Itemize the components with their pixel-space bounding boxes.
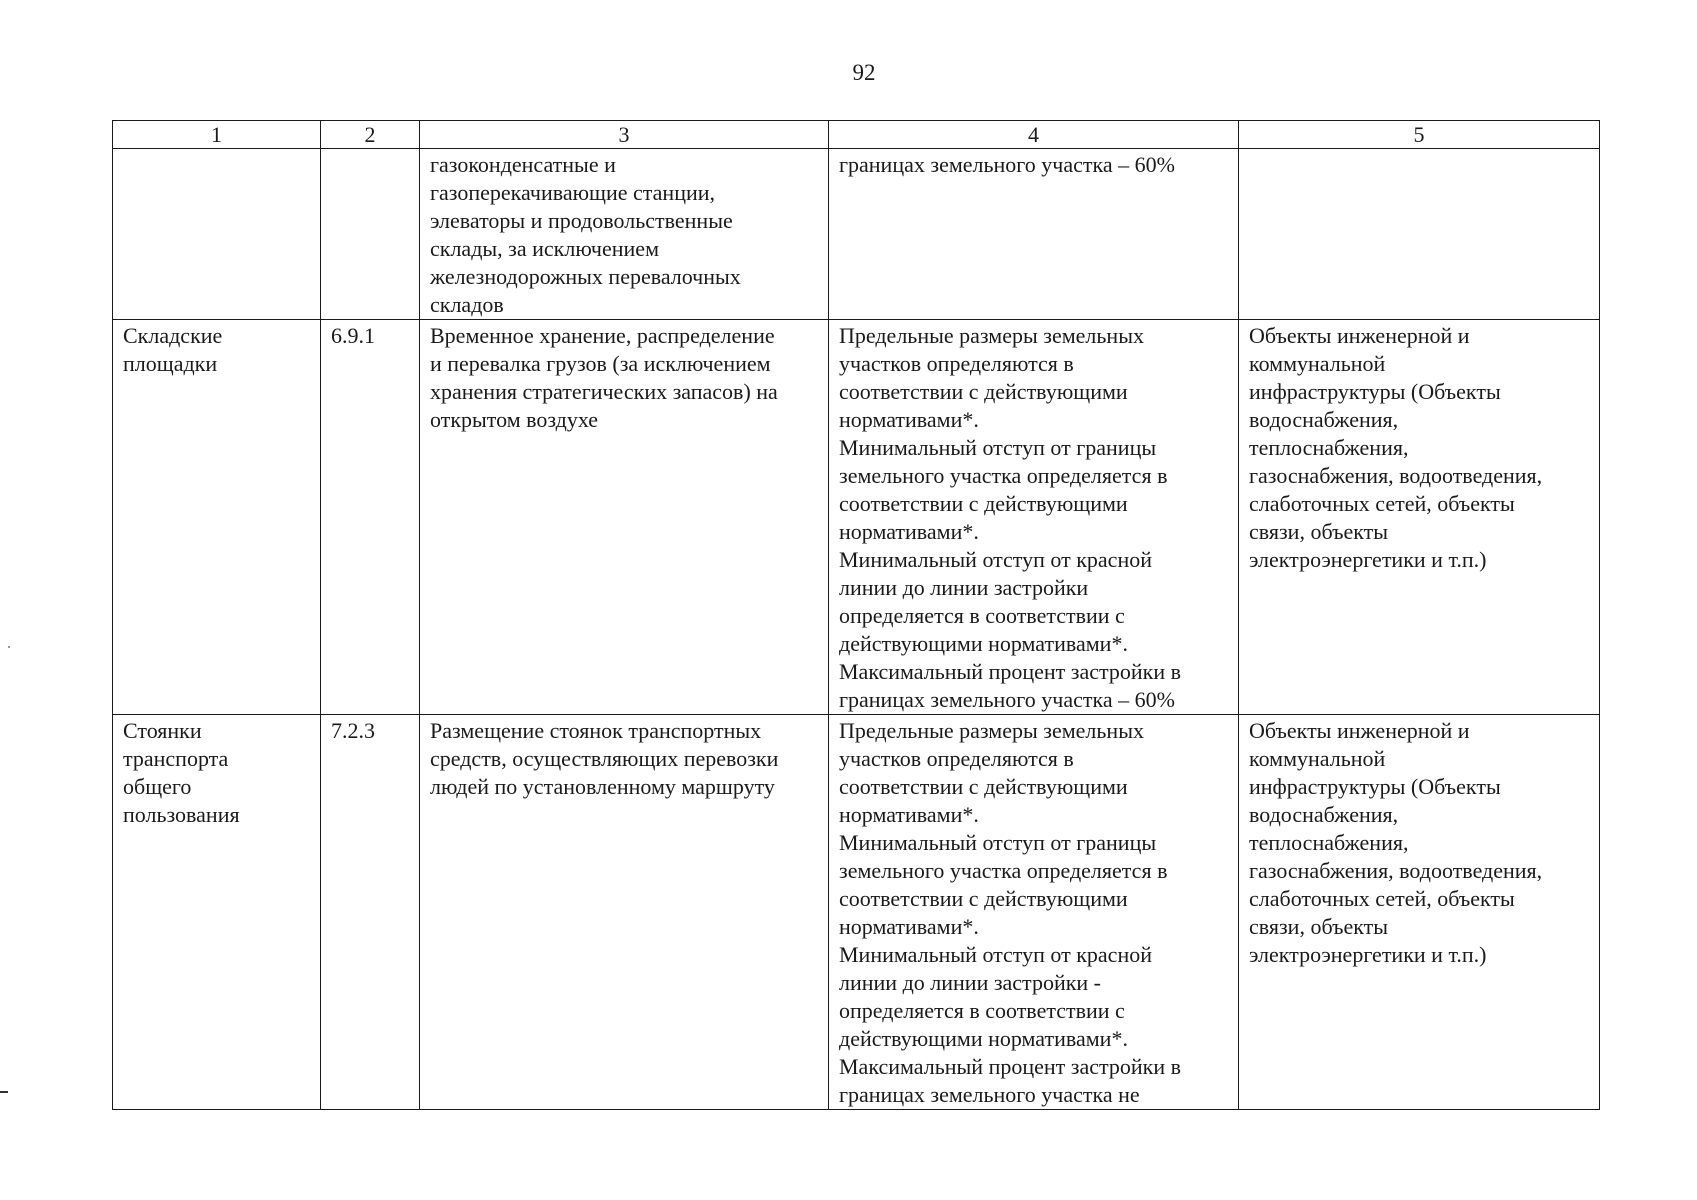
use-name-cell: Складские площадки xyxy=(113,320,321,715)
use-code-cell: 6.9.1 xyxy=(321,320,420,715)
table-header-row xyxy=(113,121,1600,149)
parameters-cell: границах земельного участка – 60% xyxy=(829,149,1239,320)
auxiliary-uses-cell: Объекты инженерной и коммунальной инфраструктуры (Объекты водоснабжения, теплоснабжения, газоснабжения, водоотведения, слаботочных сетей, объекты связи, объекты электроэнергетики и т.п.) xyxy=(1239,715,1600,1110)
scan-speck xyxy=(8,646,10,648)
use-description-cell: Временное хранение, распределение и перевалка грузов (за исключением хранения стратегических запасов) на открытом воздухе xyxy=(420,320,829,715)
zoning-table xyxy=(112,120,1600,1110)
column-header-3: 3 xyxy=(420,121,829,149)
column-header-4: 4 xyxy=(829,121,1239,149)
auxiliary-uses-cell: Объекты инженерной и коммунальной инфраструктуры (Объекты водоснабжения, теплоснабжения, газоснабжения, водоотведения, слаботочных сетей, объекты связи, объекты электроэнергетики и т.п.) xyxy=(1239,320,1600,715)
use-code-cell xyxy=(321,149,420,320)
table-row xyxy=(113,320,1600,715)
use-name-cell: Стоянки транспорта общего пользования xyxy=(113,715,321,1110)
use-description-cell: Размещение стоянок транспортных средств, осуществляющих перевозки людей по установленному маршруту xyxy=(420,715,829,1110)
page-number: 92 xyxy=(852,60,876,85)
use-code-cell: 7.2.3 xyxy=(321,715,420,1110)
use-description-cell: газоконденсатные и газоперекачивающие станции, элеваторы и продовольственные склады, за исключением железнодорожных перевалочных складов xyxy=(420,149,829,320)
parameters-cell: Предельные размеры земельных участков определяются в соответствии с действующими нормативами*. Минимальный отступ от границы земельного участка определяется в соответствии с действующими нормативами*. Минимальный отступ от красной линии до линии застройки определяется в соответствии с действующими нормативами*. Максимальный процент застройки в границах земельного участка – 60% xyxy=(829,320,1239,715)
margin-mark xyxy=(0,1091,8,1093)
parameters-cell: Предельные размеры земельных участков определяются в соответствии с действующими нормативами*. Минимальный отступ от границы земельного участка определяется в соответствии с действующими нормативами*. Минимальный отступ от красной линии до линии застройки - определяется в соответствии с действующими нормативами*. Максимальный процент застройки в границах земельного участка не xyxy=(829,715,1239,1110)
use-name-cell xyxy=(113,149,321,320)
column-header-1: 1 xyxy=(113,121,321,149)
table-row xyxy=(113,715,1600,1110)
auxiliary-uses-cell xyxy=(1239,149,1600,320)
column-header-5: 5 xyxy=(1239,121,1600,149)
table-row xyxy=(113,149,1600,320)
column-header-2: 2 xyxy=(321,121,420,149)
